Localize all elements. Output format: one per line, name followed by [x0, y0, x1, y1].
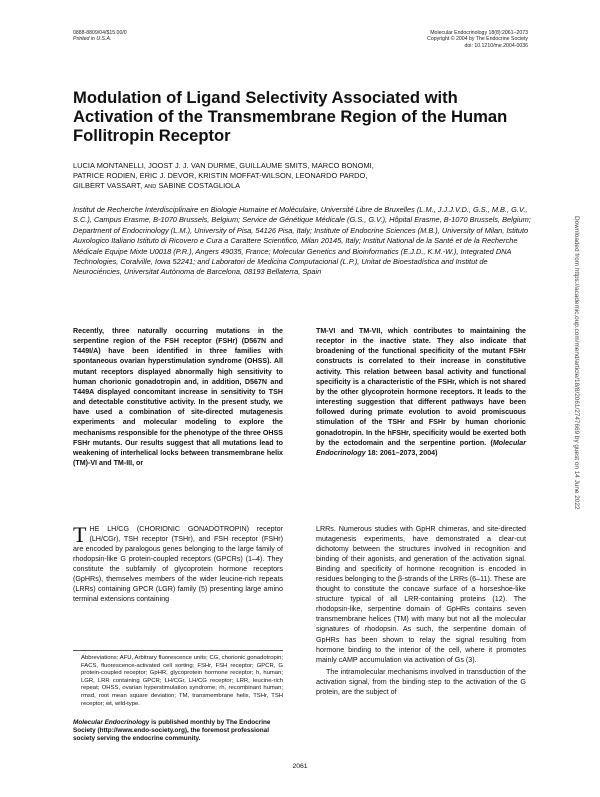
- society-journal-name: Molecular Endocrinology: [73, 719, 150, 726]
- journal-header-right: [427, 30, 528, 49]
- body-right-column: [316, 524, 526, 697]
- issn-line: 0888-8809/04/$15.00/0: [73, 30, 127, 36]
- author-line-1: LUCIA MONTANELLI, JOOST J. J. VAN DURME, GUILLAUME SMITS, MARCO BONOMI,: [73, 161, 374, 170]
- citation-rest: 18: 2061–2073, 2004): [365, 448, 438, 457]
- author-and: AND: [144, 184, 157, 191]
- author-line-3: [73, 181, 513, 192]
- author-line-2: PATRICE RODIEN, ERIC J. DEVOR, KRISTIN MOFFAT-WILSON, LEONARDO PARDO,: [73, 171, 368, 181]
- citation-journal: Molecular Endocrinology: [316, 438, 526, 457]
- journal-header-left: [73, 30, 127, 43]
- download-watermark: Downloaded from https://academic.oup.com/mend/article/18/8/2061/2747669 by guest on 14 June 2022: [573, 216, 580, 510]
- body-right-paragraph-1: LRRs. Numerous studies with GpHR chimeras, and site-directed mutagenesis experiments, have demonstrated a clear-cut dichotomy between the structures involved in recognition and binding of their agonists, and generation of the activation signal. Binding and specificity of hormone recognition is encoded in residues belonging to the β-strands of the LRRs (6–11). These are thought to constitute the concave surface of a horseshoe-like structure typical of all LRR-containing proteins (12). The rhodopsin-like, serpentine domain of GpHRs contains seven transmembrane helices (TM) with many but not all the molecular signatures of rhodopsin. As such, the serpentine domain of GpHRs has been shown to relay the signal resulting from hormone binding to the interior of the cell, where it promotes mainly cAMP accumulation via activation of Gs (3).: [316, 525, 526, 664]
- abstract-left-column: Recently, three naturally occurring mutations in the serpentine region of the FSH receptor (FSHr) (D567N and T449I/A) have been identified in three families with spontaneous ovarian hyperstimulation syndrome (OHSS). All mutant receptors displayed abnormally high sensitivity to human chorionic gonadotropin and, in addition, D567N and T449A displayed concomitant increase in sensitivity to TSH and detectable constitutive activity. In the present study, we have used a combination of site-directed mutagenesis experiments and molecular modeling to explore the mechanisms responsible for the phenotype of the three OHSS FSHr mutants. Our results suggest that all mutations lead to weakening of interhelical locks between transmembrane helix (TM)-VI and TM-III, or: [73, 327, 283, 468]
- abbreviations-text: Abbreviations: AFU, Arbitrary fluorescence units; CG, chorionic gonadotropin; FACS, fluorescence-activated cell sorting; FSHr, FSH receptor; GPCR, G protein-coupled receptor; GpHR, glycoprotein hormone receptor; h, human; LGR, LRR containing GPCR; LH/CGr, LH/CG receptor; LRR, leucine-rich repeat; OHSS, ovarian hyperstimulation syndrome; rh, recombinant human; rmsd, root mean square deviation; TM, transmembrane helix, TSHr, TSH receptor; wt, wild-type.: [81, 655, 283, 707]
- article-title: Modulation of Ligand Selectivity Associated with Activation of the Transmembrane Region of the Human Follitropin Receptor: [73, 88, 508, 145]
- drop-cap: T: [73, 522, 87, 547]
- author-list: [73, 161, 513, 193]
- footnote-divider: [73, 650, 283, 651]
- journal-citation-line: Molecular Endocrinology 18(8):2061–2073: [430, 30, 528, 36]
- copyright-line: Copyright © 2004 by The Endocrine Society: [427, 36, 528, 43]
- author-line-3b: SABINE COSTAGLIOLA: [158, 181, 241, 191]
- citation-open: (: [490, 438, 493, 447]
- abstract-right-text: TM-VI and TM-VII, which contributes to maintaining the receptor in the inactive state. They also indicate that broadening of the functional specificity of the mutant FSHr constructs is correlated to their increase in constitutive activity. This relation between basal activity and functional specificity is a characteristic of the FSHr, which is not shared by the other glycoprotein hormone receptors. It leads to the interesting suggestion that different pathways have been followed during primate evolution to avoid promiscuous stimulation of the TSHr and FSHr by human chorionic gonadotropin. In the hFSHr, specificity would be exerted both by the ectodomain and the serpentine portion.: [316, 327, 526, 447]
- body-left-column: [73, 524, 283, 604]
- body-right-paragraph-2: The intramolecular mechanisms involved in transduction of the activation signal, from the binding step to the activation of the G protein, are the subject of: [316, 667, 526, 696]
- page-number: 2061: [292, 763, 308, 770]
- affiliations: Institut de Recherche Interdisciplinaire en Biologie Humaine et Moléculaire, Université Libre de Bruxelles (L.M., J.J.J.V.D., G.S., M.B., G.V., S.C.), Campus Erasme, B-1070 Brussels, Belgium; Service de Génétique Médicale (G.S., G.V.), Hôpital Erasme, B-1070 Brussels, Belgium; Department of Endocrinology (L.M.), University of Pisa, 54126 Pisa, Italy; Institute of Endocrine Sciences (M.B.), University of Milan, Istituto Auxologico Italiano Istituto di Ricovero e Cura a Carattere Scientifico, Milan 20145, Italy; Institut National de la Santé et de la Recherche Médicale Equipe Mixte U0018 (P.R.), Angers 49035, France; Molecular Genetics and Bioinformatics (E.J.D., K.M.-W.), Integrated DNA Technologies, Coralville, Iowa 52241; and Laboratori de Medicina Computacional (L.P.), Unitat de Bioestadística and Institut de Neurociéncies, Universitat Autònoma de Barcelona, 08193 Bellaterra, Spain: [73, 205, 531, 277]
- society-notice: [73, 719, 283, 744]
- printed-line: Printed in U.S.A.: [73, 36, 112, 43]
- author-line-3a: GILBERT VASSART,: [73, 181, 143, 191]
- doi-line: doi: 10.1210/me.2004-0036: [464, 42, 528, 49]
- abstract-right-column: [316, 326, 526, 458]
- abbreviations-footnote: [73, 655, 283, 708]
- society-text: is published monthly by The Endocrine Society (http://www.endo-society.org), the foremost professional society serving the endocrine community.: [73, 719, 271, 743]
- body-left-text: HE LH/CG (CHORIONIC GONADOTROPIN) receptor (LH/CGr), TSH receptor (TSHr), and FSH receptor (FSHr) are encoded by paralogous genes belonging to the large family of rhodopsin-like G protein-coupled receptors (GPCRs) (1–4). They constitute the subfamily of glycoprotein hormone receptors (GpHRs), themselves members of the wider leucine-rich repeats (LRRs) containing GPCR (LGR) family (5) presenting large amino terminal extensions containing: [73, 525, 283, 604]
